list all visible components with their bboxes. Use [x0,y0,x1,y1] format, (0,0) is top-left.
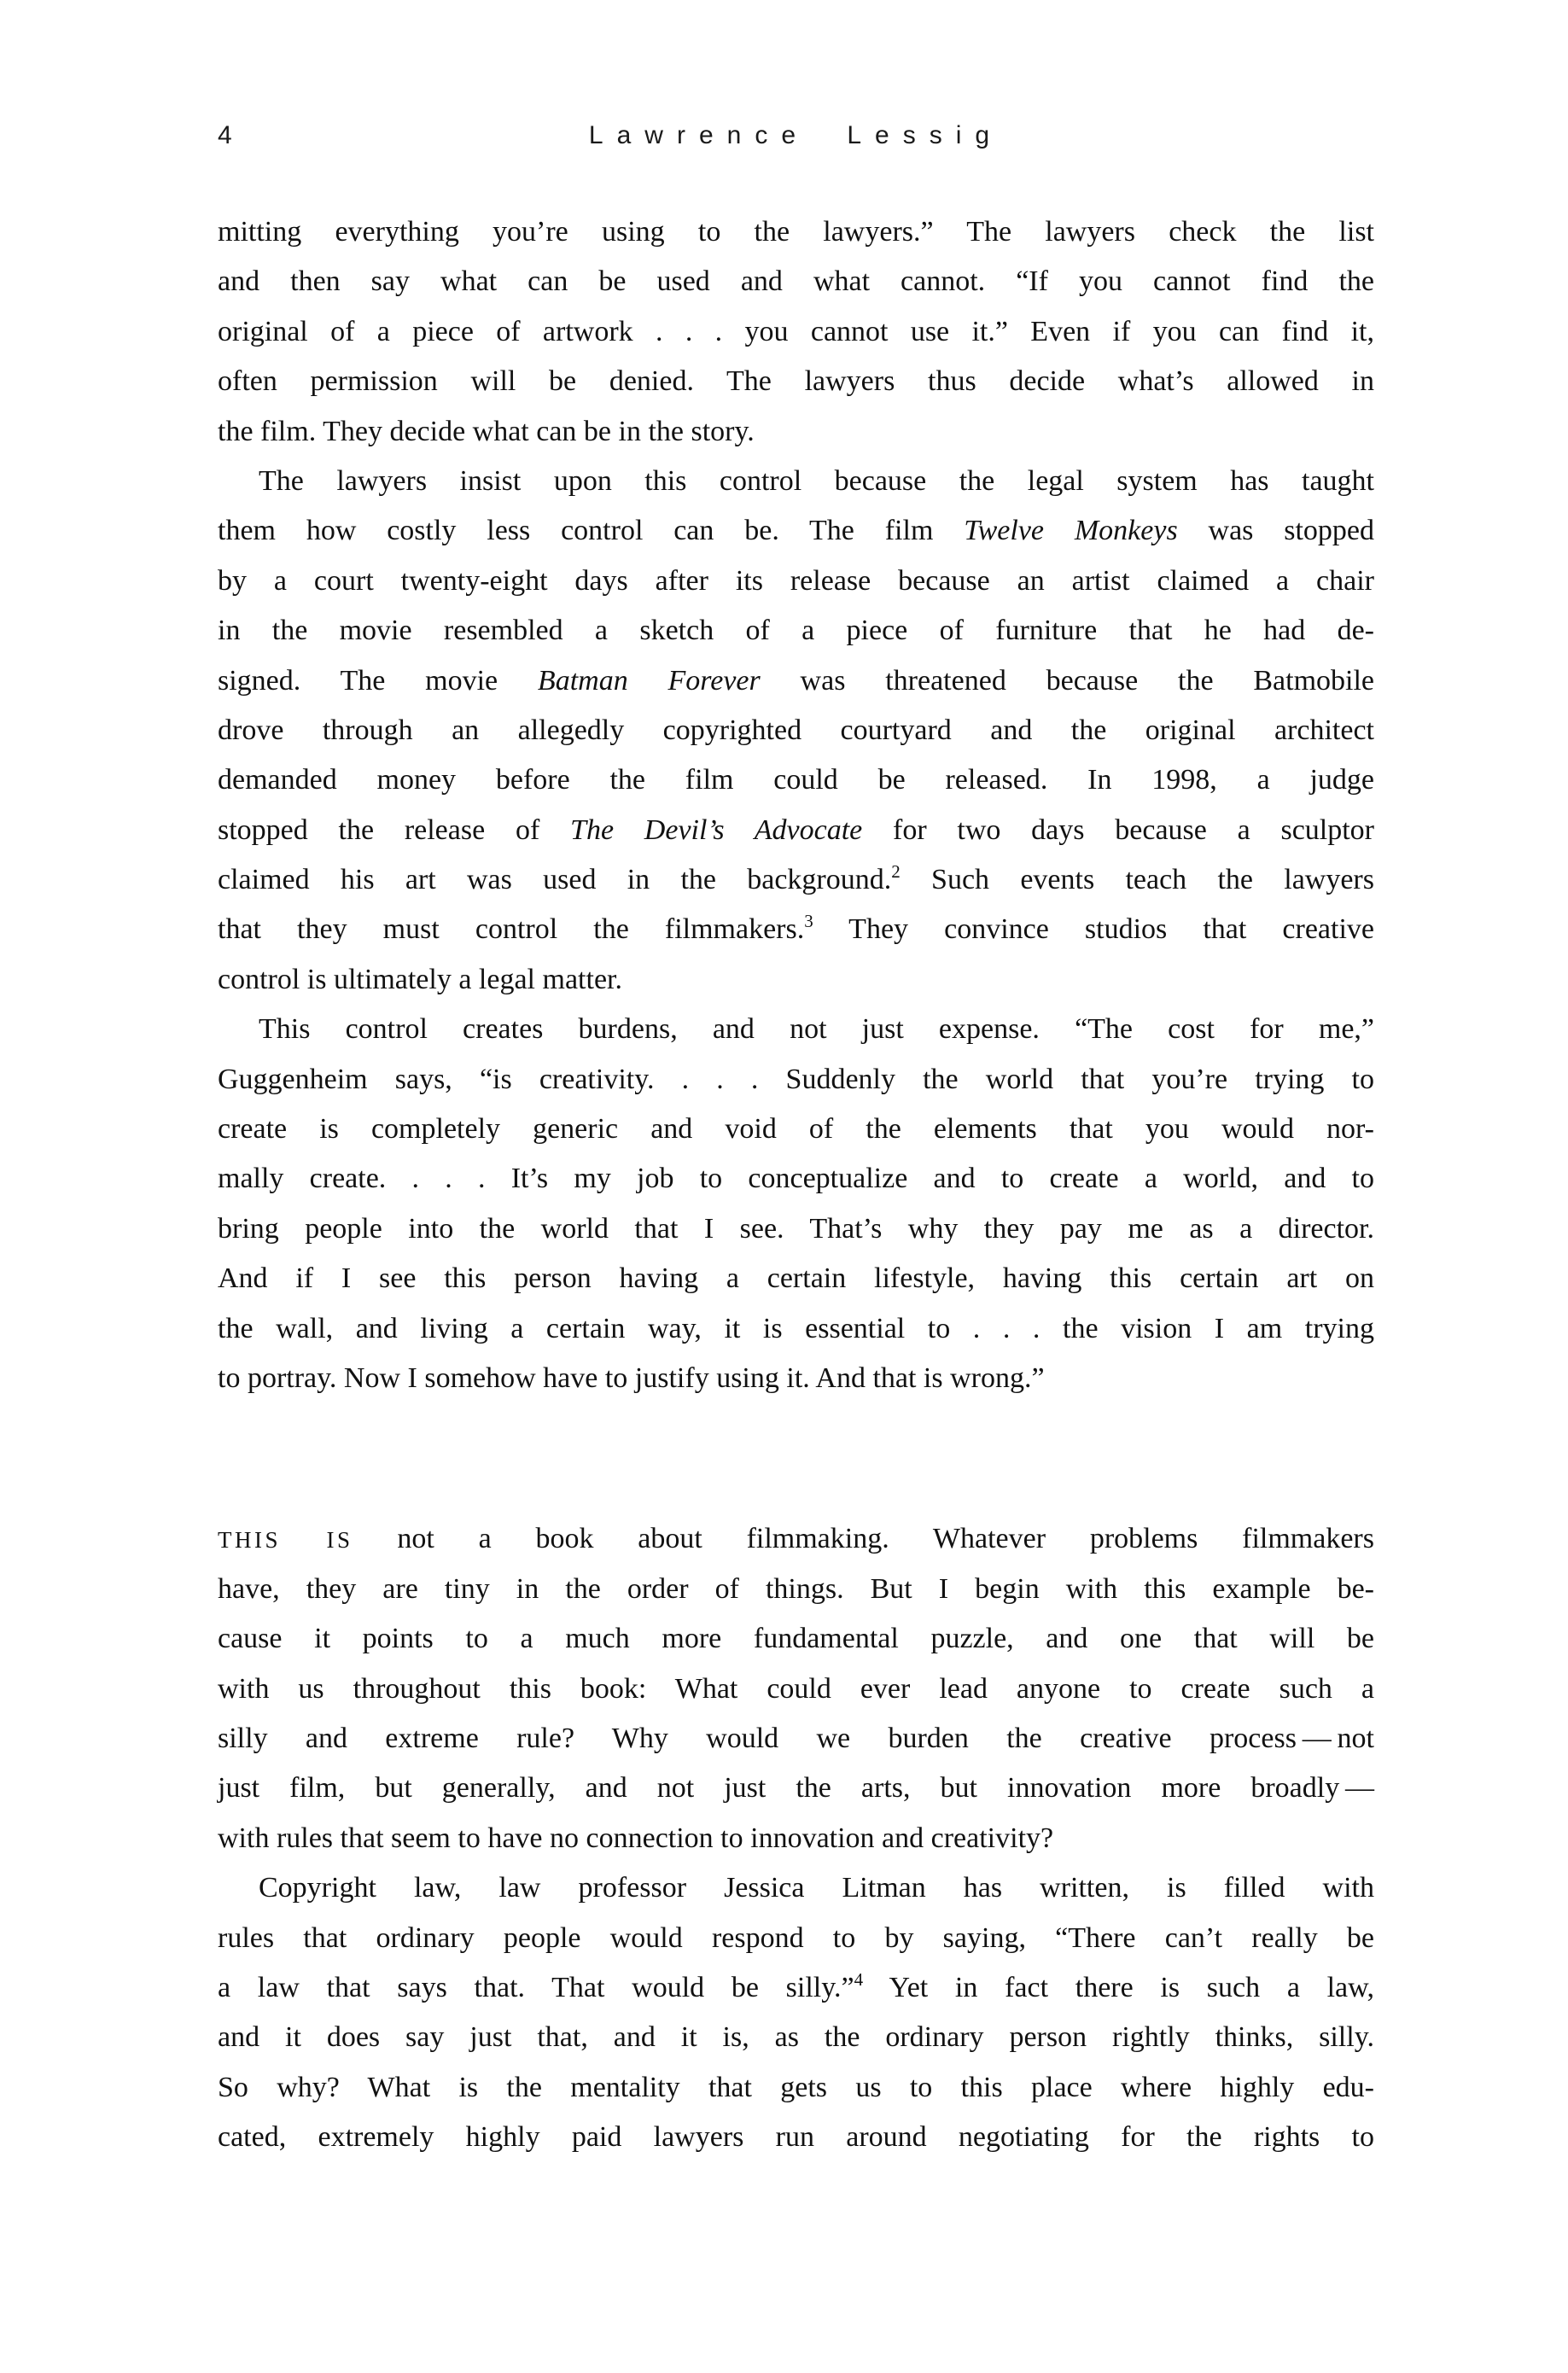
text-line: Guggenheim says, “is creativity. . . . Suddenly the world that you’re trying to [218,1063,1374,1095]
small-caps-lead-in: THIS IS [218,1527,353,1554]
text-line: cause it points to a much more fundamental puzzle, and one that will be [218,1623,1374,1655]
text-segment: for two days because a sculptor [862,813,1375,846]
running-header [218,118,1374,154]
text-line: with us throughout this book: What could ever lead anyone to create such a [218,1672,1374,1705]
body-text [218,207,1374,2162]
paragraph-1 [218,207,1374,457]
text-line: mitting everything you’re using to the lawyers.” The lawyers check the list [218,216,1374,248]
text-segment: signed. The movie [218,664,538,697]
text-line: have, they are tiny in the order of things. But I begin with this example be- [218,1572,1374,1605]
text-line: And if I see this person having a certain lifestyle, having this certain art on [218,1262,1374,1295]
text-segment: that they must control the filmmakers. [218,913,805,946]
text-line: the film. They decide what can be in the story. [218,415,755,447]
text-line: So why? What is the mentality that gets us to this place where highly edu- [218,2071,1374,2103]
text-line [218,806,1374,855]
footnote-reference: 4 [854,1968,864,1990]
text-line: control is ultimately a legal matter. [218,963,622,995]
text-segment: was threatened because the Batmobile [760,664,1375,697]
paragraph-3 [218,1005,1374,1403]
text-line: and it does say just that, and it is, as the ordinary person rightly thinks, silly. [218,2021,1374,2054]
text-line: in the movie resembled a sketch of a piece of furniture that he had de- [218,615,1374,647]
text-line [218,1514,1374,1564]
text-line: to portray. Now I somehow have to justify using it. And that is wrong.” [218,1361,1045,1394]
text-line: original of a piece of artwork . . . you cannot use it.” Even if you can find it, [218,315,1374,347]
text-segment: They convince studios that creative [813,913,1374,946]
footnote-reference: 2 [891,861,901,883]
text-line: Copyright law, law professor Jessica Litman has written, is filled with [259,1872,1374,1904]
text-segment: Yet in fact there is such a law, [863,1971,1374,2003]
text-line: mally create. . . . It’s my job to conceptualize and to create a world, and to [218,1163,1374,1195]
italic-film-title: Batman Forever [537,664,761,697]
italic-film-title: Twelve Monkeys [964,515,1178,547]
running-head-title: Lawrence Lessig [588,121,1004,149]
text-segment: them how costly less control can be. The film [218,515,965,547]
text-line [218,506,1374,556]
text-line: drove through an allegedly copyrighted courtyard and the original architect [218,714,1374,746]
text-segment: was stopped [1177,515,1374,547]
text-line [218,855,1374,905]
text-line: just film, but generally, and not just the arts, but innovation more broadly — [218,1772,1374,1805]
paragraph-2 [218,457,1374,1005]
text-line: demanded money before the film could be released. In 1998, a judge [218,764,1374,796]
text-line: rules that ordinary people would respond to by saying, “There can’t really be [218,1921,1374,1954]
footnote-reference: 3 [804,911,813,932]
text-segment: claimed his art was used in the background. [218,864,892,896]
text-line [218,656,1374,706]
text-line: bring people into the world that I see. That’s why they pay me as a director. [218,1212,1374,1245]
text-line [218,1963,1374,2013]
text-segment: stopped the release of [218,813,571,846]
page-number: 4 [218,121,232,149]
text-line: by a court twenty-eight days after its release because an artist claimed a chair [218,564,1374,597]
text-line: silly and extreme rule? Why would we burden the creative process — not [218,1722,1374,1754]
paragraph-4 [218,1514,1374,1863]
text-line: The lawyers insist upon this control because the legal system has taught [259,464,1374,497]
text-line: This control creates burdens, and not just expense. “The cost for me,” [259,1013,1374,1046]
italic-film-title: The Devil’s Advocate [570,813,863,846]
text-segment: not a book about filmmaking. Whatever problems filmmakers [353,1523,1374,1555]
text-line [218,905,1374,954]
text-line: with rules that seem to have no connection to innovation and creativity? [218,1822,1054,1854]
text-line: and then say what can be used and what cannot. “If you cannot find the [218,265,1374,298]
paragraph-5 [218,1863,1374,2162]
text-line: the wall, and living a certain way, it is essential to . . . the vision I am trying [218,1312,1374,1344]
text-line: cated, extremely highly paid lawyers run around negotiating for the rights to [218,2121,1374,2154]
text-segment: a law that says that. That would be silly.” [218,1971,854,2003]
text-line: create is completely generic and void of the elements that you would nor- [218,1113,1374,1146]
text-segment: Such events teach the lawyers [900,864,1374,896]
text-line: often permission will be denied. The lawyers thus decide what’s allowed in [218,365,1374,398]
